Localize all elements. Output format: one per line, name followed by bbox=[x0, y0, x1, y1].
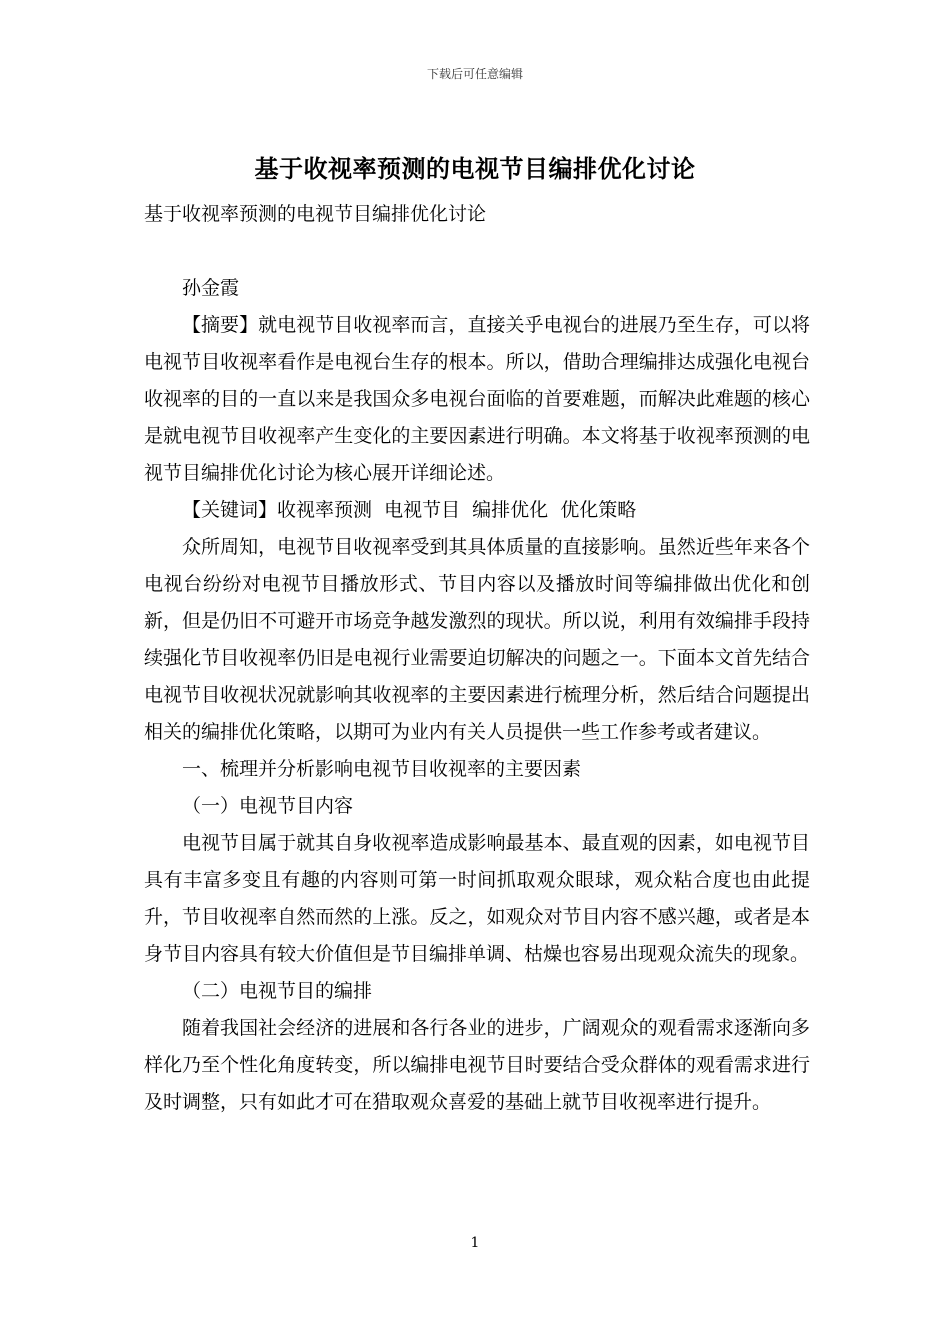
document-subtitle: 基于收视率预测的电视节目编排优化讨论 bbox=[144, 203, 487, 225]
page-number: 1 bbox=[470, 1235, 480, 1251]
subsection-heading-1: （一）电视节目内容 bbox=[182, 795, 354, 817]
content-paragraph-2: 随着我国社会经济的进展和各行各业的进步，广阔观众的观看需求逐渐向多样化乃至个性化角度转变，所以编排电视节目时要结合受众群体的观看需求进行及时调整，只有如此才可在猎取观众喜爱的基础上就节目收视率进行提升。 bbox=[144, 1017, 810, 1113]
keywords-line: 【关键词】收视率预测 电视节目 编排优化 优化策略 bbox=[182, 499, 637, 521]
intro-paragraph: 众所周知，电视节目收视率受到其具体质量的直接影响。虽然近些年来各个电视台纷纷对电视节目播放形式、节目内容以及播放时间等编排做出优化和创新，但是仍旧不可避开市场竞争越发激烈的现状。所以说，利用有效编排手段持续强化节目收视率仍旧是电视行业需要迫切解决的问题之一。下面本文首先结合电视节目收视状况就影响其收视率的主要因素进行梳理分析，然后结合问题提出相关的编排优化策略，以期可为业内有关人员提供一些工作参考或者建议。 bbox=[144, 536, 810, 743]
content-paragraph-1: 电视节目属于就其自身收视率造成影响最基本、最直观的因素，如电视节目具有丰富多变且有趣的内容则可第一时间抓取观众眼球，观众粘合度也由此提升，节目收视率自然而然的上涨。反之，如观众对节目内容不感兴趣，或者是本身节目内容具有较大价值但是节目编排单调、枯燥也容易出现观众流失的现象。 bbox=[144, 832, 810, 965]
abstract-paragraph: 【摘要】就电视节目收视率而言，直接关乎电视台的进展乃至生存，可以将电视节目收视率看作是电视台生存的根本。所以，借助合理编排达成强化电视台收视率的目的一直以来是我国众多电视台面临的首要难题，而解决此难题的核心是就电视节目收视率产生变化的主要因素进行明确。本文将基于收视率预测的电视节目编排优化讨论为核心展开详细论述。 bbox=[144, 314, 810, 484]
document-body bbox=[144, 196, 810, 1121]
subsection-heading-2: （二）电视节目的编排 bbox=[182, 980, 373, 1002]
document-title: 基于收视率预测的电视节目编排优化讨论 bbox=[254, 154, 696, 183]
section-heading-1: 一、梳理并分析影响电视节目收视率的主要因素 bbox=[182, 758, 582, 780]
blank-line bbox=[144, 233, 810, 270]
author-name: 孙金霞 bbox=[182, 277, 240, 299]
page-header: 下载后可任意编辑 bbox=[426, 67, 523, 81]
